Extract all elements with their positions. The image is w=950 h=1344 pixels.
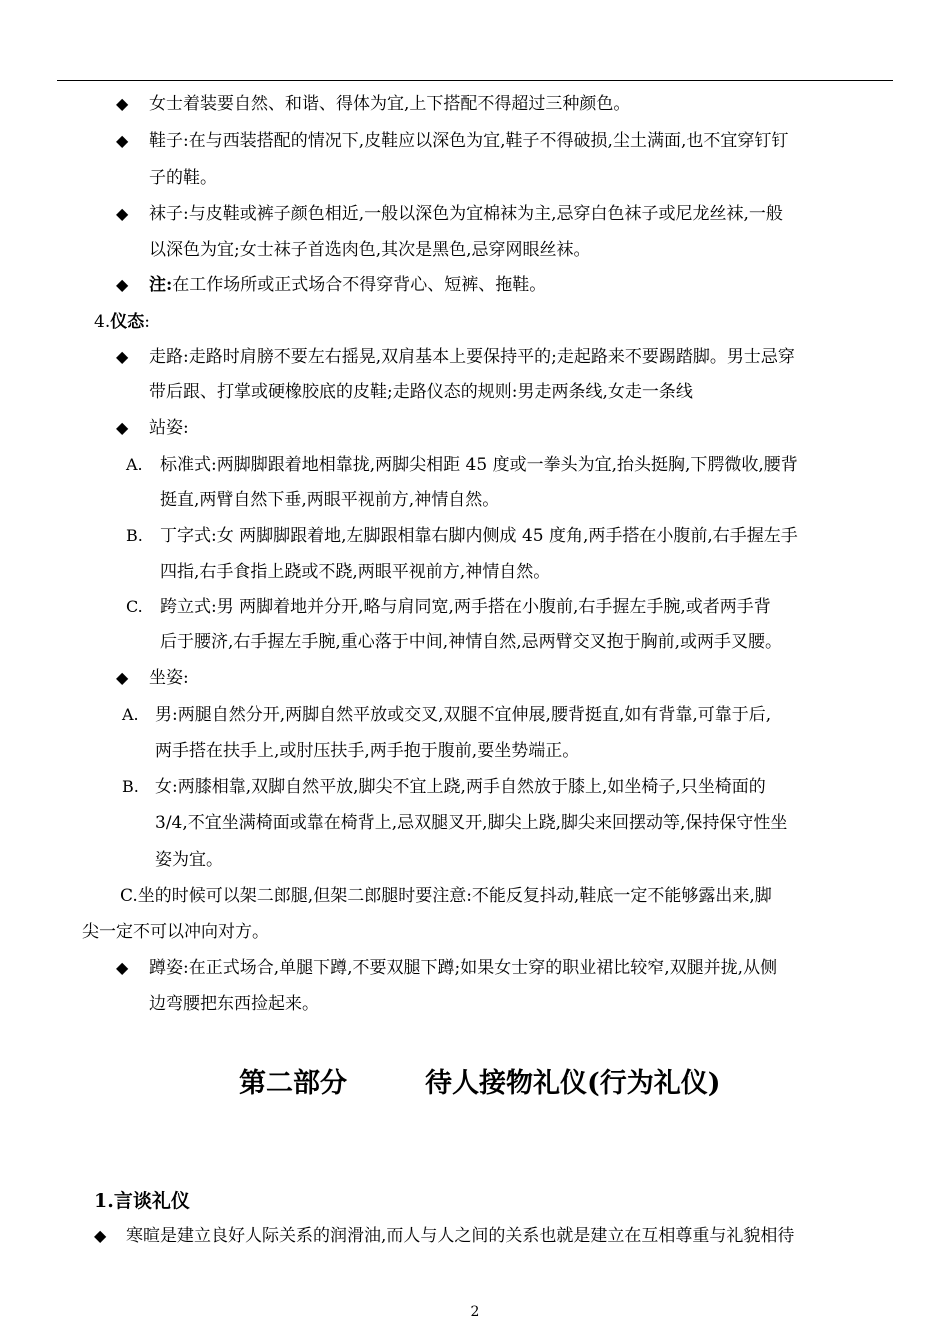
socks-line-2: 以深色为宜;女士袜子首选肉色,其次是黑色,忌穿网眼丝袜。 xyxy=(149,240,591,260)
standing-a-line-1: 标准式:两脚脚跟着地相靠拢,两脚尖相距 45 度或一拳头为宜,抬头挺胸,下腭微收,腰背 xyxy=(160,455,798,475)
squatting-line-1: 蹲姿:在正式场合,单腿下蹲,不要双腿下蹲;如果女士穿的职业裙比较窄,双腿并拢,从侧 xyxy=(149,958,778,978)
walking-line-2: 带后跟、打掌或硬橡胶底的皮鞋;走路仪态的规则:男走两条线,女走一条线 xyxy=(149,382,693,402)
bullet-icon: ◆ xyxy=(94,1226,107,1245)
bullet-icon: ◆ xyxy=(116,958,129,977)
standing-b-letter: B. xyxy=(126,526,143,545)
standing-c-line-2: 后于腰济,右手握左手腕,重心落于中间,神情自然,忌两臂交叉抱于胸前,或两手叉腰。 xyxy=(160,632,783,652)
bullet-icon: ◆ xyxy=(116,275,129,294)
standing-c-letter: C. xyxy=(126,597,143,616)
bullet-icon: ◆ xyxy=(116,347,129,366)
bullet-icon: ◆ xyxy=(116,668,129,687)
note-label: 注: xyxy=(149,275,173,295)
part-label: 第二部分 xyxy=(239,1068,347,1099)
section-colon: : xyxy=(144,312,150,332)
shoes-line-1: 鞋子:在与西装搭配的情况下,皮鞋应以深色为宜,鞋子不得破损,尘土满面,也不宜穿钉钉 xyxy=(149,131,789,151)
speech-heading: 1.言谈礼仪 xyxy=(94,1190,190,1212)
speech-line-1: 寒暄是建立良好人际关系的润滑油,而人与人之间的关系也就是建立在互相尊重与礼貌相待 xyxy=(126,1226,795,1246)
note-line xyxy=(149,267,546,303)
page-number: 2 xyxy=(470,1304,480,1320)
standing-c-line-1: 跨立式:男 两脚着地并分开,略与肩同宽,两手搭在小腹前,右手握左手腕,或者两手背 xyxy=(160,597,771,617)
sitting-b-letter: B. xyxy=(122,777,139,796)
standing-b-line-2: 四指,右手食指上跷或不跷,两眼平视前方,神情自然。 xyxy=(160,562,551,582)
sitting-b-line-2: 3/4,不宜坐满椅面或靠在椅背上,忌双腿叉开,脚尖上跷,脚尖来回摆动等,保持保守性坐 xyxy=(155,813,788,833)
sitting-a-letter: A. xyxy=(122,705,139,724)
note-text: 在工作场所或正式场合不得穿背心、短裤、拖鞋。 xyxy=(172,275,547,295)
header-rule xyxy=(57,80,893,81)
section-number: 4. xyxy=(94,312,111,332)
sitting-label: 坐姿: xyxy=(149,668,189,688)
standing-label: 站姿: xyxy=(149,418,189,438)
squatting-line-2: 边弯腰把东西捡起来。 xyxy=(149,994,319,1014)
standing-b-line-1: 丁字式:女 两脚脚跟着地,左脚跟相靠右脚内侧成 45 度角,两手搭在小腹前,右手握左手 xyxy=(160,526,798,546)
standing-a-letter: A. xyxy=(126,455,143,474)
bullet-icon: ◆ xyxy=(116,131,129,150)
socks-line-1: 袜子:与皮鞋或裤子颜色相近,一般以深色为宜棉袜为主,忌穿白色袜子或尼龙丝袜,一般 xyxy=(149,204,783,224)
sitting-b-line-1: 女:两膝相靠,双脚自然平放,脚尖不宜上跷,两手自然放于膝上,如坐椅子,只坐椅面的 xyxy=(155,777,766,797)
bullet-icon: ◆ xyxy=(116,418,129,437)
bullet-icon: ◆ xyxy=(116,94,129,113)
section-title: 仪态 xyxy=(110,312,145,332)
sitting-b-line-3: 姿为宜。 xyxy=(155,850,223,870)
part-title: 待人接物礼仪(行为礼仪) xyxy=(425,1068,721,1099)
sitting-c-line-1: C.坐的时候可以架二郎腿,但架二郎腿时要注意:不能反复抖动,鞋底一定不能够露出来,脚 xyxy=(120,886,772,906)
women-attire-text: 女士着装要自然、和谐、得体为宜,上下搭配不得超过三种颜色。 xyxy=(149,94,631,114)
sitting-a-line-1: 男:两腿自然分开,两脚自然平放或交叉,双腿不宜伸展,腰背挺直,如有背靠,可靠于后, xyxy=(155,705,772,725)
walking-line-1: 走路:走路时肩膀不要左右摇晃,双肩基本上要保持平的;走起路来不要踢踏脚。男士忌穿 xyxy=(149,347,795,367)
standing-a-line-2: 挺直,两臂自然下垂,两眼平视前方,神情自然。 xyxy=(160,490,500,510)
section-4-heading xyxy=(94,304,150,340)
bullet-icon: ◆ xyxy=(116,204,129,223)
sitting-a-line-2: 两手搭在扶手上,或肘压扶手,两手抱于腹前,要坐势端正。 xyxy=(155,741,580,761)
sitting-c-line-2: 尖一定不可以冲向对方。 xyxy=(82,922,269,942)
shoes-line-2: 子的鞋。 xyxy=(149,168,217,188)
